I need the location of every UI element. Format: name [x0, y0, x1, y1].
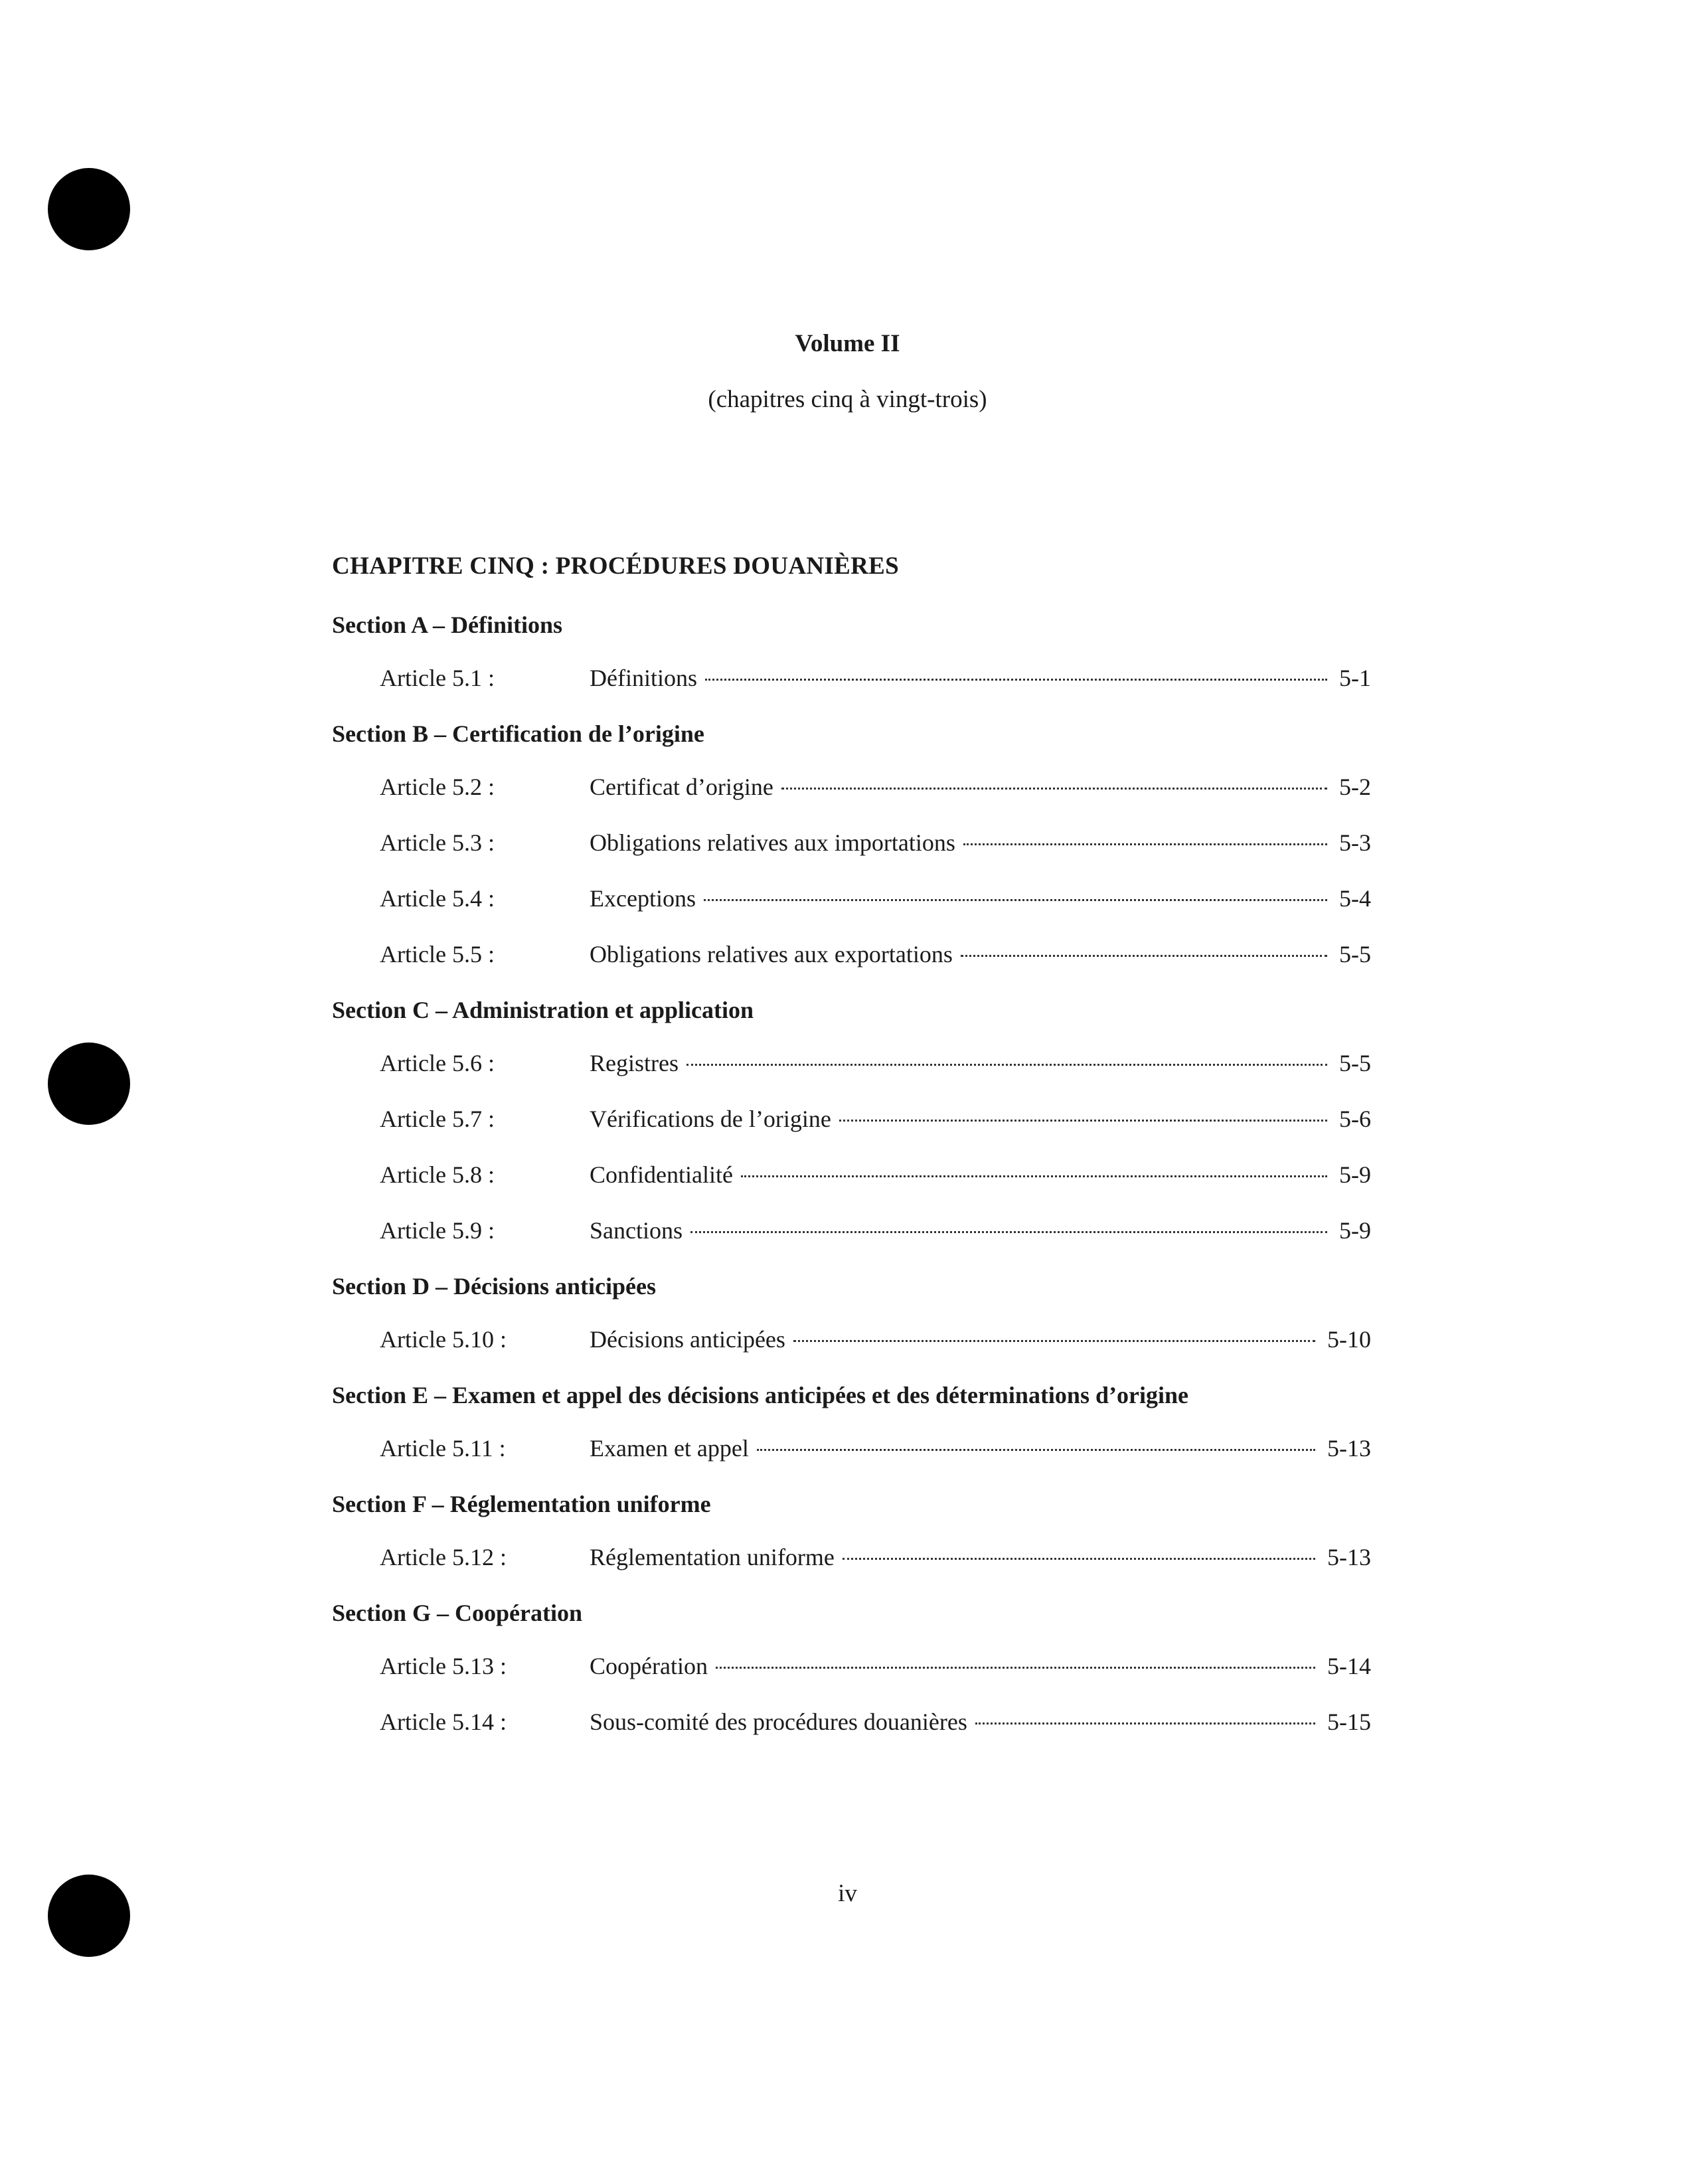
article-page-number: 5-5: [1339, 941, 1371, 967]
article-entry: [590, 1542, 1371, 1572]
dot-leader: [961, 955, 1327, 957]
toc-entry: [332, 1159, 1371, 1215]
article-number: Article 5.7 :: [380, 1106, 495, 1132]
toc-entry: [332, 1651, 1371, 1707]
toc-entry: [332, 1215, 1371, 1271]
section-heading: Section A – Définitions: [332, 612, 563, 638]
dot-leader: [793, 1340, 1315, 1342]
article-number: Article 5.14 :: [380, 1709, 507, 1735]
article-page-number: 5-9: [1339, 1161, 1371, 1188]
article-entry: [590, 663, 1371, 693]
volume-subtitle: (chapitres cinq à vingt-trois): [708, 386, 987, 413]
article-title: Décisions anticipées: [590, 1326, 785, 1353]
section-heading: Section F – Réglementation uniforme: [332, 1491, 711, 1517]
dot-leader: [741, 1175, 1327, 1177]
article-entry: [590, 1104, 1371, 1134]
dot-leader: [843, 1558, 1315, 1560]
dot-leader: [705, 679, 1327, 681]
article-title: Certificat d’origine: [590, 774, 773, 800]
article-number: Article 5.9 :: [380, 1217, 495, 1244]
article-number: Article 5.2 :: [380, 774, 495, 800]
toc-entry: [332, 1048, 1371, 1104]
dot-leader: [704, 899, 1327, 901]
toc-entry: [332, 663, 1371, 718]
article-title: Réglementation uniforme: [590, 1544, 835, 1570]
article-entry: [590, 1651, 1371, 1681]
article-entry: [590, 1324, 1371, 1355]
chapter-heading: CHAPITRE CINQ : PROCÉDURES DOUANIÈRES: [332, 552, 899, 580]
article-page-number: 5-4: [1339, 885, 1371, 912]
page-number: iv: [838, 1880, 857, 1907]
article-title: Exceptions: [590, 885, 696, 912]
dot-leader: [686, 1064, 1327, 1066]
article-number: Article 5.12 :: [380, 1544, 507, 1570]
article-entry: [590, 1707, 1371, 1737]
article-number: Article 5.8 :: [380, 1161, 495, 1188]
article-title: Obligations relatives aux exportations: [590, 941, 953, 967]
section-heading: Section B – Certification de l’origine: [332, 720, 704, 747]
dot-leader: [975, 1722, 1315, 1724]
section-heading: Section G – Coopération: [332, 1600, 582, 1626]
article-number: Article 5.6 :: [380, 1050, 495, 1076]
dot-leader: [716, 1667, 1315, 1669]
article-page-number: 5-13: [1327, 1435, 1371, 1462]
article-number: Article 5.4 :: [380, 885, 495, 912]
toc-entry: [332, 1542, 1371, 1598]
article-number: Article 5.10 :: [380, 1326, 507, 1353]
toc-entry: [332, 827, 1371, 883]
article-entry: [590, 883, 1371, 914]
article-page-number: 5-1: [1339, 665, 1371, 691]
dot-leader: [963, 843, 1327, 845]
article-number: Article 5.5 :: [380, 941, 495, 967]
article-number: Article 5.3 :: [380, 829, 495, 856]
section-heading: Section E – Examen et appel des décisions anticipées et des déterminations d’origine: [332, 1382, 1188, 1408]
article-title: Coopération: [590, 1653, 708, 1679]
article-page-number: 5-5: [1339, 1050, 1371, 1076]
article-page-number: 5-10: [1327, 1326, 1371, 1353]
toc-entry: [332, 1104, 1371, 1159]
article-number: Article 5.1 :: [380, 665, 495, 691]
article-title: Sous-comité des procédures douanières: [590, 1709, 967, 1735]
article-page-number: 5-2: [1339, 774, 1371, 800]
table-of-contents: [332, 551, 1371, 1762]
toc-entry: [332, 772, 1371, 827]
toc-entry: [332, 1707, 1371, 1762]
section-heading: Section C – Administration et application: [332, 997, 754, 1023]
article-entry: [590, 939, 1371, 969]
binder-hole-top: [48, 168, 130, 250]
toc-entry: [332, 883, 1371, 939]
article-title: Définitions: [590, 665, 697, 691]
article-entry: [590, 1159, 1371, 1190]
article-number: Article 5.11 :: [380, 1435, 506, 1462]
toc-entry: [332, 1433, 1371, 1489]
article-page-number: 5-14: [1327, 1653, 1371, 1679]
article-title: Obligations relatives aux importations: [590, 829, 955, 856]
article-page-number: 5-3: [1339, 829, 1371, 856]
article-entry: [590, 1048, 1371, 1078]
toc-entry: [332, 939, 1371, 995]
toc-entry: [332, 1324, 1371, 1380]
article-number: Article 5.13 :: [380, 1653, 507, 1679]
article-entry: [590, 827, 1371, 858]
volume-title: Volume II: [795, 330, 900, 357]
article-page-number: 5-15: [1327, 1709, 1371, 1735]
article-page-number: 5-6: [1339, 1106, 1371, 1132]
article-title: Examen et appel: [590, 1435, 749, 1462]
article-entry: [590, 1215, 1371, 1246]
article-page-number: 5-9: [1339, 1217, 1371, 1244]
dot-leader: [757, 1449, 1315, 1451]
section-heading: Section D – Décisions anticipées: [332, 1273, 656, 1300]
article-entry: [590, 772, 1371, 802]
article-title: Vérifications de l’origine: [590, 1106, 831, 1132]
article-title: Registres: [590, 1050, 679, 1076]
binder-hole-middle: [48, 1043, 130, 1125]
article-title: Confidentialité: [590, 1161, 733, 1188]
article-page-number: 5-13: [1327, 1544, 1371, 1570]
dot-leader: [690, 1231, 1327, 1233]
dot-leader: [839, 1120, 1327, 1122]
toc-sections: [332, 610, 1371, 1762]
article-title: Sanctions: [590, 1217, 683, 1244]
article-entry: [590, 1433, 1371, 1464]
dot-leader: [781, 788, 1327, 790]
